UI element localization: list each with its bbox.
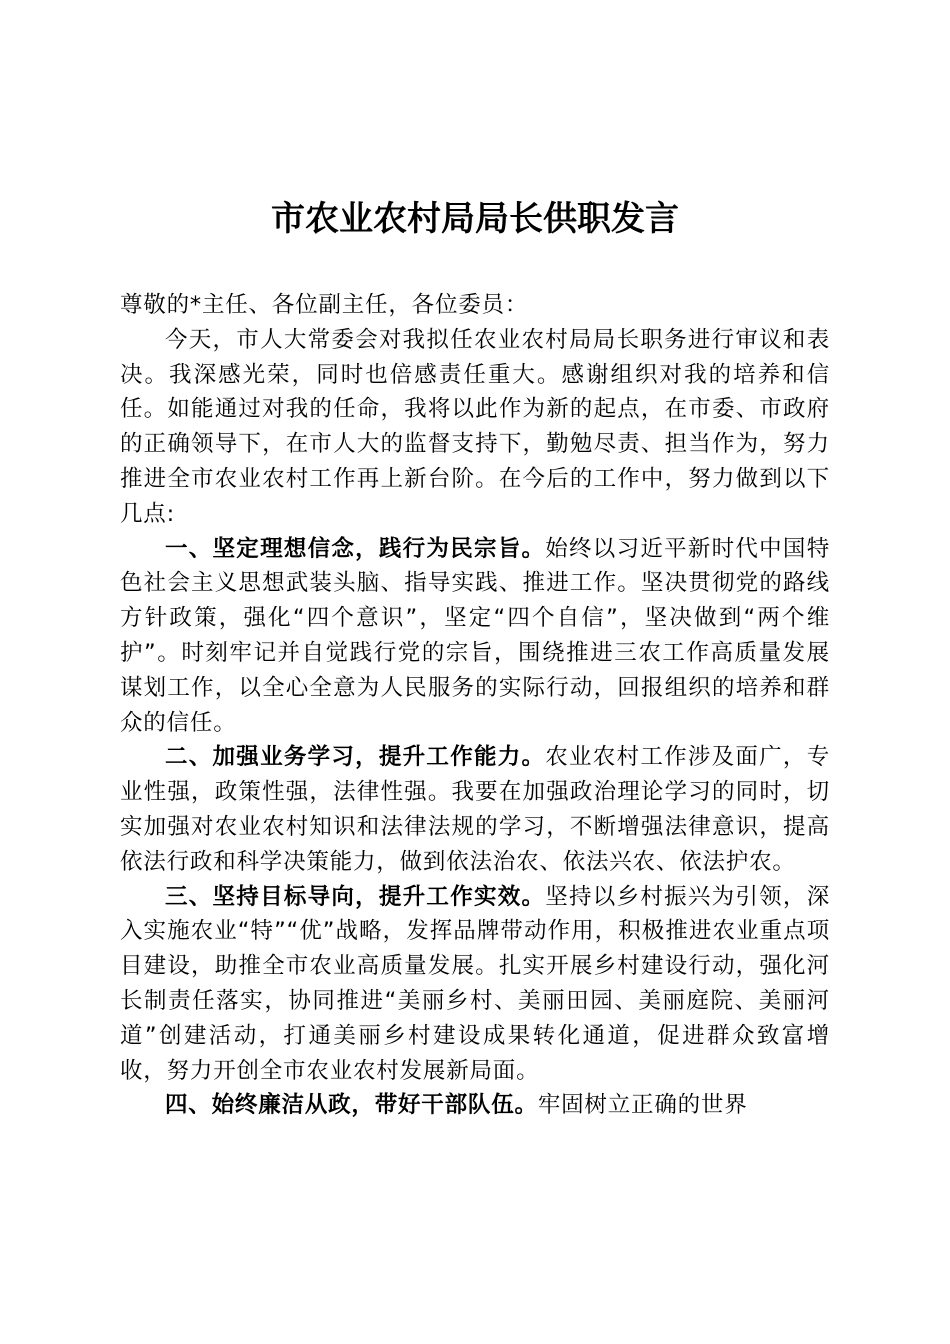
intro-paragraph: 今天，市人大常委会对我拟任农业农村局局长职务进行审议和表决。我深感光荣，同时也倍感责任重大。感谢组织对我的培养和信任。如能通过对我的任命，我将以此作为新的起点，在市委、市政府的正确领导下，在市人大的监督支持下，勤勉尽责、担当作为，努力推进全市农业农村工作再上新台阶。在今后的工作中，努力做到以下几点: — [120, 326, 830, 527]
salutation: 尊敬的*主任、各位副主任，各位委员： — [120, 292, 529, 318]
document-body — [120, 288, 830, 1123]
section-text-3: 坚持以乡村振兴为引领，深入实施农业“特”“优”战略，发挥品牌带动作用，积极推进农业重点项目建设，助推全市农业高质量发展。扎实开展乡村建设行动，强化河长制责任落实，协同推进“美丽乡村、美丽田园、美丽庭院、美丽河道”创建活动，打通美丽乡村建设成果转化通道，促进群众致富增收，努力开创全市农业农村发展新局面。 — [120, 883, 830, 1084]
section-text-4: 牢固树立正确的世界 — [537, 1092, 748, 1119]
section-text-2: 农业农村工作涉及面广，专业性强，政策性强，法律性强。我要在加强政治理论学习的同时，切实加强对农业农村知识和法律法规的学习，不断增强法律意识，提高依法行政和科学决策能力，做到依法治农、依法兴农、依法护农。 — [120, 744, 830, 875]
section-text-1: 始终以习近平新时代中国特色社会主义思想武装头脑、指导实践、推进工作。坚决贯彻党的路线方针政策，强化“四个意识”，坚定“四个自信”，坚决做到“两个维护”。时刻牢记并自觉践行党的宗旨，围绕推进三农工作高质量发展谋划工作，以全心全意为人民服务的实际行动，回报组织的培养和群众的信任。 — [120, 535, 830, 736]
document-title: 市农业农村局局长供职发言 — [271, 199, 679, 239]
section-heading-3: 三、坚持目标导向，提升工作实效。 — [165, 883, 546, 910]
section-heading-2: 二、加强业务学习，提升工作能力。 — [165, 744, 546, 771]
section-paragraph-2 — [120, 740, 830, 879]
section-paragraph-1 — [120, 532, 830, 741]
section-heading-4: 四、始终廉洁从政，带好干部队伍。 — [165, 1092, 538, 1119]
section-heading-1: 一、坚定理想信念，践行为民宗旨。 — [165, 535, 546, 562]
section-paragraph-4 — [120, 1088, 830, 1123]
section-paragraph-3 — [120, 880, 830, 1089]
